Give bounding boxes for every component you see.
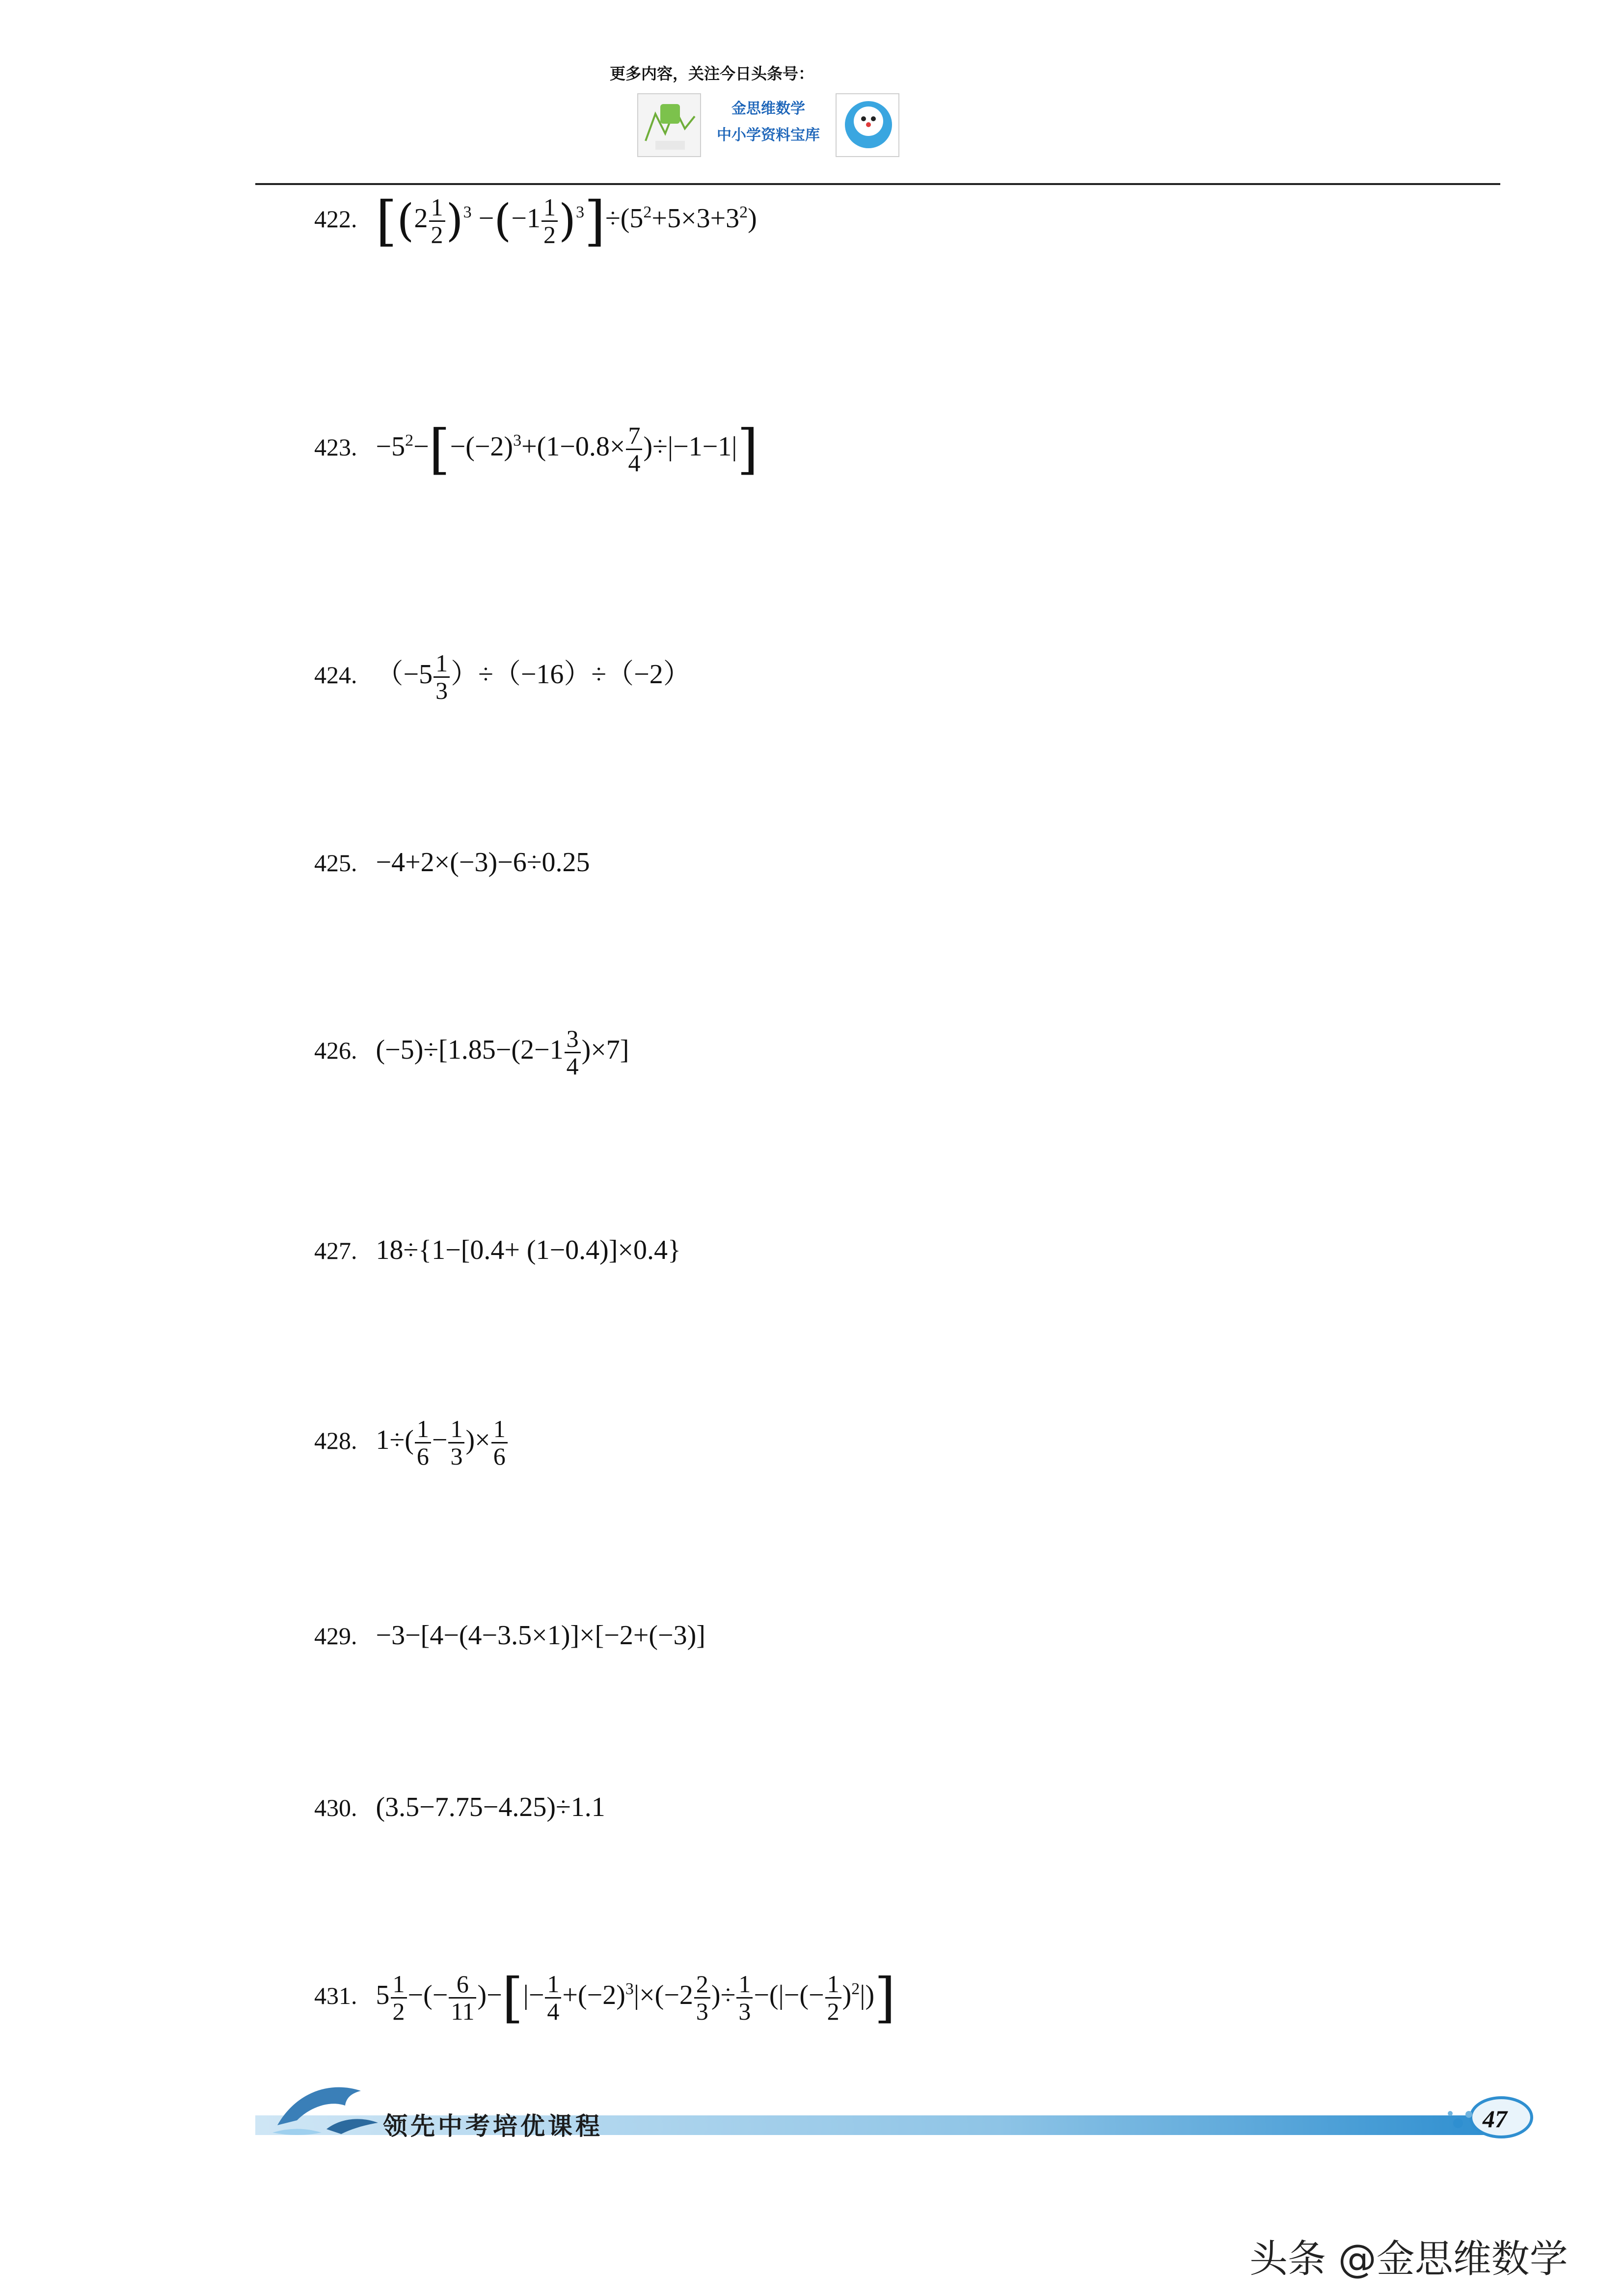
problem-number: 426. (314, 1036, 357, 1064)
problem-number: 431. (314, 1981, 357, 2009)
problem-426 (314, 1026, 629, 1079)
mascot-icon (836, 93, 899, 157)
problem-number: 424. (314, 661, 357, 689)
problem-expression: −4+2×(−3)−6÷0.25 (376, 847, 590, 878)
brand-line-1: 金思维数学 (731, 100, 805, 117)
problem-number: 423. (314, 433, 357, 461)
problem-expression: 1÷( $\frac{1}{6}$ − $\frac{1}{3}$ )× $\frac{1}{6}$ (376, 1416, 509, 1469)
problem-expression: 5 $\frac{1}{2}$ −(− $\frac{6}{11}$ )−[|− $\frac{1}{4}$ $+(-2)^3|\times(-2$ $\frac{2}{3}$ )÷ $\frac{1}{3}$ −(|−(− $\frac{1}{2}$ )$^2$|)] (376, 1966, 896, 2029)
problem-425 (314, 847, 590, 878)
problem-expression: (−5)÷[1.85−(2−1 $\frac{3}{4}$ )×7] (376, 1025, 629, 1080)
dolphin-icon (268, 2071, 385, 2140)
page-number: 47 (1483, 2105, 1507, 2133)
problem-number: 429. (314, 1622, 357, 1650)
problem-number: 422. (314, 205, 357, 233)
problem-expression: (3.5−7.75−4.25)÷1.1 (376, 1792, 605, 1822)
problem-427 (314, 1234, 681, 1266)
course-title: 领先中考培优课程 (383, 2112, 603, 2140)
problem-number: 430. (314, 1794, 357, 1821)
problem-expression: （−5 $\frac{1}{3}$ ）÷（−16）÷（−2） (376, 649, 691, 704)
brand-line-2: 中小学资料宝库 (717, 127, 820, 144)
watermark: 头条 @金思维数学 (1249, 2237, 1568, 2281)
problem-423 (314, 418, 758, 481)
problem-431 (314, 1966, 896, 2029)
problem-429 (314, 1620, 705, 1651)
problem-expression: 18÷{1−[0.4+ (1−0.4)]×0.4} (376, 1235, 681, 1265)
qr-code-icon (637, 93, 701, 157)
problem-expression: $-5^2-[-(-2)^3+(1-0.8\times$ $\frac{7}{4}$ )÷|−1−1|] (376, 418, 758, 481)
problem-expression: [(2 $\frac{1}{2}$ )$^3$ −(−1 $\frac{1}{2}$ )$^3]\div(5^2+5\times 3+3^2)$ (376, 189, 757, 252)
header-divider (255, 183, 1500, 185)
brand-name (702, 96, 835, 149)
problem-number: 428. (314, 1426, 357, 1454)
promo-text: 更多内容，关注今日头条号： (609, 64, 814, 83)
problem-430 (314, 1791, 605, 1823)
problem-number: 427. (314, 1237, 357, 1264)
problem-expression: −3−[4−(4−3.5×1)]×[−2+(−3)] (376, 1620, 705, 1651)
problem-424 (314, 650, 691, 703)
problem-428 (314, 1416, 509, 1469)
problem-422 (314, 189, 757, 252)
problem-number: 425. (314, 849, 357, 877)
